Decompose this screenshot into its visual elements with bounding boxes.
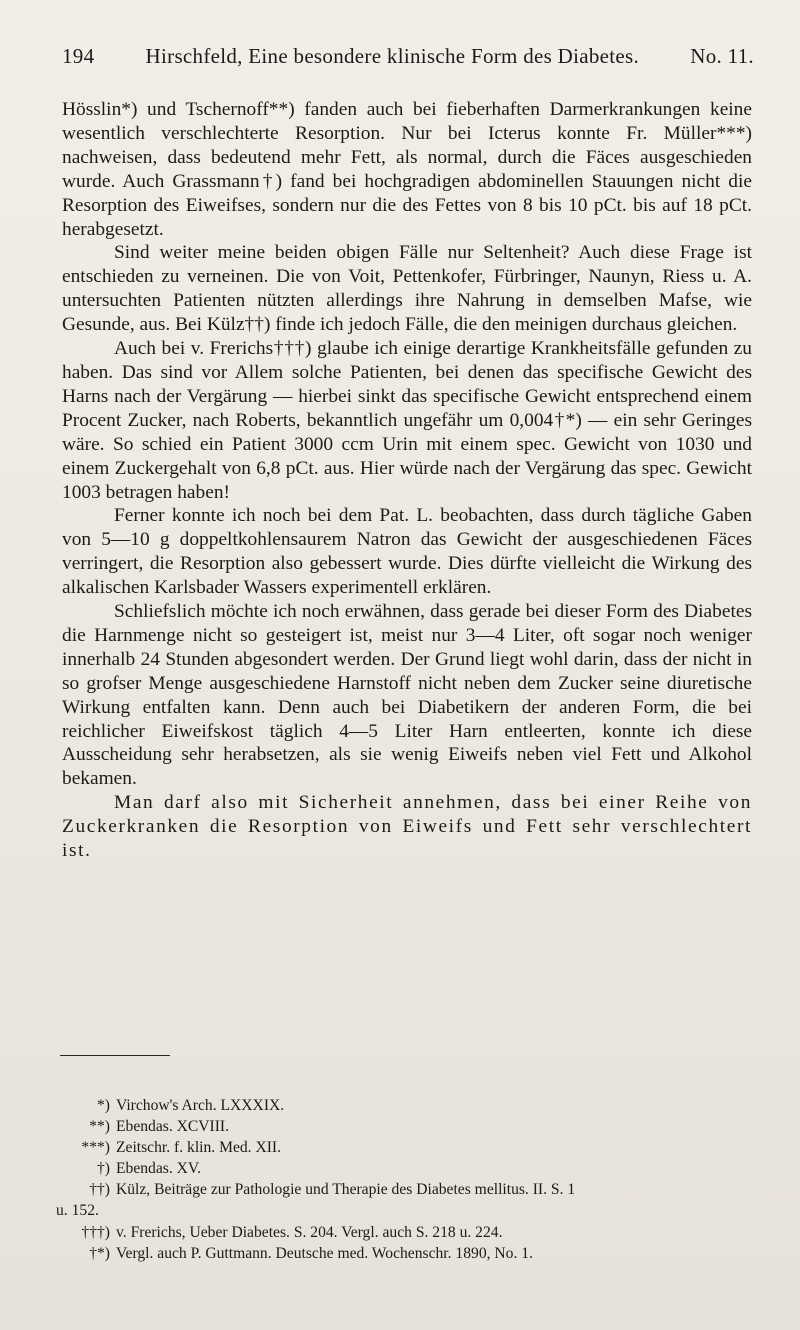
paragraph: Auch bei v. Frerichs†††) glaube ich einige derartige Krankheitsfälle gefunden zu haben. Das sind vor Allem solche Patienten, bei denen das specifische Gewicht des Harns nach der Vergärung — hierbei sinkt das specifische Gewicht entsprechend einem Procent Zucker, nach Roberts, bekanntlich ungefähr um 0,004†*) — ein sehr Geringes wäre. So schied ein Patient 3000 ccm Urin mit einem spec. Gewicht von 1030 und einem Zuckergehalt von 6,8 pCt. aus. Hier würde nach der Vergärung das spec. Gewicht 1003 betragen haben! xyxy=(62,338,752,503)
footnotes xyxy=(56,1095,756,1264)
footnote-mark: ***) xyxy=(81,1139,110,1157)
page-number: 194 xyxy=(62,44,95,68)
footnote-mark: **) xyxy=(89,1118,110,1136)
footnote-text: Ebendas. XV. xyxy=(116,1160,202,1178)
paragraph: Hösslin*) und Tschernoff**) fanden auch bei fieberhaften Darmerkrankungen keine wesentlich verschlechterte Resorption. Nur bei Icterus konnte Fr. Müller***) nachweisen, dass bedeutend mehr Fett, als normal, durch die Fäces ausgeschieden wurde. Auch Grassmann†) fand bei hochgradigen abdominellen Stauungen nicht die Resorption des Eiweifses, sondern nur die des Fettes von 8 bis 10 pCt. bis auf 18 pCt. herabgesetzt. xyxy=(62,99,752,240)
conclusion-paragraph: Man darf also mit Sicherheit annehmen, dass bei einer Reihe von Zuckerkranken die Resorption von Eiweifs und Fett sehr verschlechtert ist. xyxy=(62,792,752,862)
footnote-text: Külz, Beiträge zur Pathologie und Therapie des Diabetes mellitus. II. S. 1 xyxy=(116,1181,576,1199)
issue-number: No. 11. xyxy=(690,44,754,68)
footnote-text: u. 152. xyxy=(56,1202,99,1220)
footnote-text: Ebendas. XCVIII. xyxy=(116,1118,230,1136)
footnote-mark: †††) xyxy=(81,1223,110,1241)
footnote xyxy=(56,1137,756,1158)
footnote xyxy=(56,1116,756,1137)
footnote-mark: *) xyxy=(97,1097,110,1114)
footnote-text: Zeitschr. f. klin. Med. XII. xyxy=(116,1139,281,1157)
footnote xyxy=(56,1222,756,1243)
paragraph: Schliefslich möchte ich noch erwähnen, dass gerade bei dieser Form des Diabetes die Harnmenge nicht so gesteigert ist, meist nur 3—4 Liter, oft sogar noch weniger innerhalb 24 Stunden abgesondert werden. Der Grund liegt wohl darin, dass der nicht in so grofser Menge ausgeschiedene Harnstoff nicht neben dem Zucker seine diuretische Wirkung entfalten kann. Denn auch bei Diabetikern der anderen Form, die bei reichlicher Eiweifskost täglich 4—5 Liter Harn entleerten, konnte ich diese Ausscheidung sehr herabsetzen, als sie wenig Eiweifs neben viel Fett und Alkohol bekamen. xyxy=(62,601,752,790)
paragraph: Ferner konnte ich noch bei dem Pat. L. beobachten, dass durch tägliche Gaben von 5—10 g doppeltkohlensaurem Natron das Gewicht der ausgeschiedenen Fäces verringert, die Resorption also gebessert wurde. Dies dürfte vielleicht die Wirkung des alkalischen Karlsbader Wassers experimentell erklären. xyxy=(62,505,752,599)
footnote xyxy=(56,1158,756,1179)
footnote-mark: †*) xyxy=(89,1244,110,1262)
footnote-mark: ††) xyxy=(89,1181,110,1199)
footnote-text: Vergl. auch P. Guttmann. Deutsche med. Wochenschr. 1890, No. 1. xyxy=(116,1244,533,1262)
running-header xyxy=(62,44,754,69)
footnote-separator xyxy=(60,1055,170,1056)
paragraph: Sind weiter meine beiden obigen Fälle nur Seltenheit? Auch diese Frage ist entschieden zu verneinen. Die von Voit, Pettenkofer, Fürbringer, Naunyn, Riess u. A. untersuchten Patienten nützten allerdings ihre Nahrung in demselben Mafse, wie Gesunde, aus. Bei Külz††) finde ich jedoch Fälle, die den meinigen durchaus gleichen. xyxy=(62,242,752,336)
body-text xyxy=(62,98,752,863)
footnote-continuation xyxy=(56,1200,756,1221)
footnote xyxy=(56,1095,756,1116)
footnote xyxy=(56,1243,756,1264)
running-title: Hirschfeld, Eine besondere klinische Form des Diabetes. xyxy=(145,44,640,68)
footnote xyxy=(56,1179,756,1200)
footnote-mark: †) xyxy=(97,1160,110,1178)
footnote-text: v. Frerichs, Ueber Diabetes. S. 204. Vergl. auch S. 218 u. 224. xyxy=(116,1223,503,1241)
footnote-text: Virchow's Arch. LXXXIX. xyxy=(116,1097,285,1114)
